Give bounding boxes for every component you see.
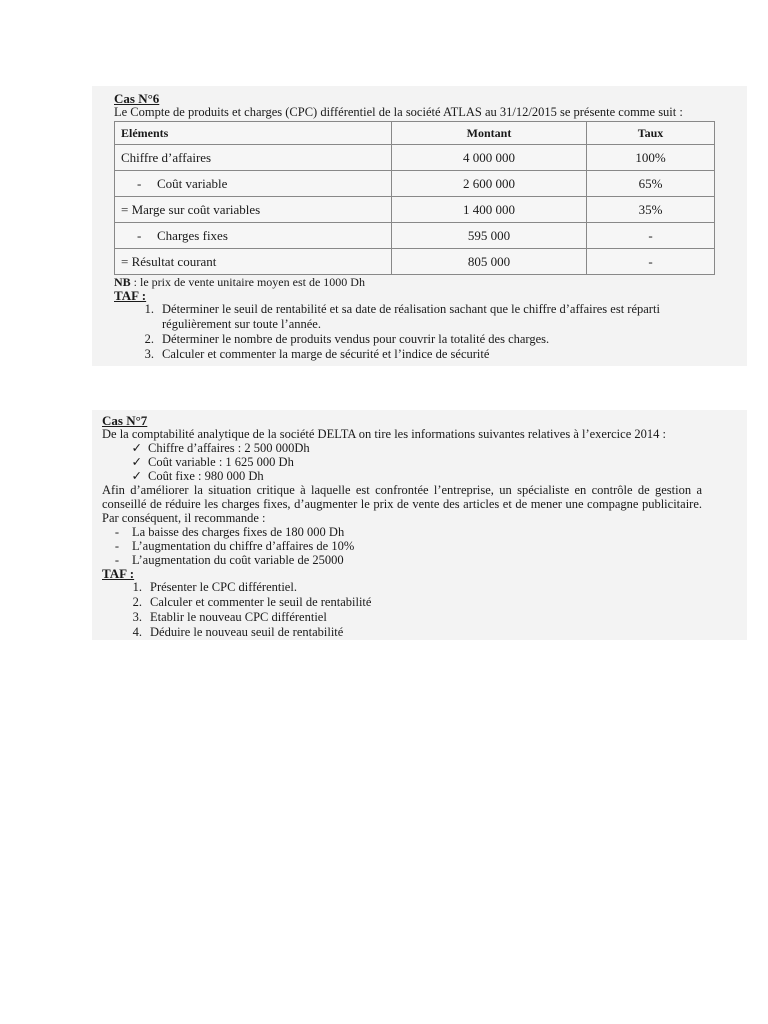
task-text: Calculer et commenter la marge de sécurité et l’indice de sécurité [162, 347, 490, 361]
list-item [114, 332, 724, 347]
list-item [102, 580, 702, 595]
row-montant: 2 600 000 [392, 171, 587, 197]
header-taux: Taux [587, 122, 715, 145]
check-text: Chiffre d’affaires : 2 500 000Dh [148, 441, 310, 455]
task-number: 2. [132, 595, 142, 609]
list-item [102, 525, 702, 539]
row-taux: - [587, 249, 715, 275]
task-number: 1. [144, 302, 154, 316]
row-montant: 805 000 [392, 249, 587, 275]
task-number: 3. [144, 347, 154, 361]
table-row [115, 249, 715, 275]
check-text: Coût fixe : 980 000 Dh [148, 469, 264, 483]
row-montant: 595 000 [392, 223, 587, 249]
task-text: Etablir le nouveau CPC différentiel [150, 610, 327, 624]
task-number: 2. [144, 332, 154, 346]
checkmark-icon: ✓ [131, 469, 142, 483]
dash-bullet: - [114, 553, 120, 567]
context-paragraph: Afin d’améliorer la situation critique à laquelle est confrontée l’entreprise, un spécialiste en contrôle de gestion a conseillé de réduire les charges fixes, d’augmenter le prix de vente des articles et de mener une compagne publicitaire. Par conséquent, il recommande : [102, 483, 702, 525]
row-element: Coût variable [157, 175, 228, 191]
taf-heading: TAF : [114, 288, 147, 303]
cpc-table [114, 121, 715, 275]
table-header-row [115, 122, 715, 145]
row-element: Chiffre d’affaires [115, 145, 392, 171]
list-item [102, 455, 702, 469]
row-montant: 1 400 000 [392, 197, 587, 223]
list-item [102, 469, 702, 483]
list-item [102, 441, 702, 455]
cas-7-section [92, 410, 747, 640]
cas-7-title: Cas N°7 [102, 413, 148, 428]
dash-bullet: - [137, 227, 142, 243]
row-taux: 35% [587, 197, 715, 223]
cas-7-intro: De la comptabilité analytique de la société DELTA on tire les informations suivantes relatives à l’exercice 2014 : [102, 427, 666, 441]
task-text: Déduire le nouveau seuil de rentabilité [150, 625, 344, 639]
list-item [102, 539, 702, 553]
nb-label: NB [114, 275, 131, 289]
cas-6-title: Cas N°6 [114, 91, 160, 106]
row-element: = Marge sur coût variables [115, 197, 392, 223]
row-montant: 4 000 000 [392, 145, 587, 171]
row-taux: - [587, 223, 715, 249]
task-number: 4. [132, 625, 142, 639]
list-item [102, 625, 702, 640]
table-row [115, 145, 715, 171]
list-item [102, 610, 702, 625]
nb-note [114, 276, 724, 289]
recommendation-text: L’augmentation du chiffre d’affaires de 10% [132, 539, 355, 553]
header-elements: Eléments [115, 122, 392, 145]
header-montant: Montant [392, 122, 587, 145]
dash-bullet: - [114, 525, 120, 539]
list-item [102, 553, 702, 567]
row-element: = Résultat courant [115, 249, 392, 275]
task-list [114, 302, 724, 362]
recommendation-text: L’augmentation du coût variable de 25000 [132, 553, 344, 567]
row-element-cell [115, 171, 392, 197]
list-item [114, 302, 724, 332]
dash-bullet: - [137, 175, 142, 191]
task-text: Déterminer le nombre de produits vendus pour couvrir la totalité des charges. [162, 332, 550, 346]
taf-heading: TAF : [102, 566, 135, 581]
task-text: Déterminer le seuil de rentabilité et sa date de réalisation sachant que le chiffre d’affaires est réparti régulièrement sur toute l’année. [162, 302, 660, 331]
task-number: 3. [132, 610, 142, 624]
table-row [115, 197, 715, 223]
check-text: Coût variable : 1 625 000 Dh [148, 455, 294, 469]
recommendation-list [102, 525, 702, 567]
cas-6-section [92, 86, 747, 366]
dash-bullet: - [114, 539, 120, 553]
table-row [115, 171, 715, 197]
recommendation-text: La baisse des charges fixes de 180 000 Dh [132, 525, 345, 539]
table-row [115, 223, 715, 249]
row-element: Charges fixes [157, 227, 228, 243]
task-text: Calculer et commenter le seuil de rentabilité [150, 595, 372, 609]
list-item [114, 347, 724, 362]
checkmark-icon: ✓ [131, 441, 142, 455]
row-element-cell [115, 223, 392, 249]
data-checklist [102, 441, 702, 483]
row-taux: 65% [587, 171, 715, 197]
cas-6-intro: Le Compte de produits et charges (CPC) différentiel de la société ATLAS au 31/12/2015 se présente comme suit : [114, 105, 683, 119]
task-list [102, 580, 702, 640]
nb-text: : le prix de vente unitaire moyen est de 1000 Dh [130, 275, 365, 289]
row-taux: 100% [587, 145, 715, 171]
list-item [102, 595, 702, 610]
task-number: 1. [132, 580, 142, 594]
task-text: Présenter le CPC différentiel. [150, 580, 297, 594]
checkmark-icon: ✓ [131, 455, 142, 469]
